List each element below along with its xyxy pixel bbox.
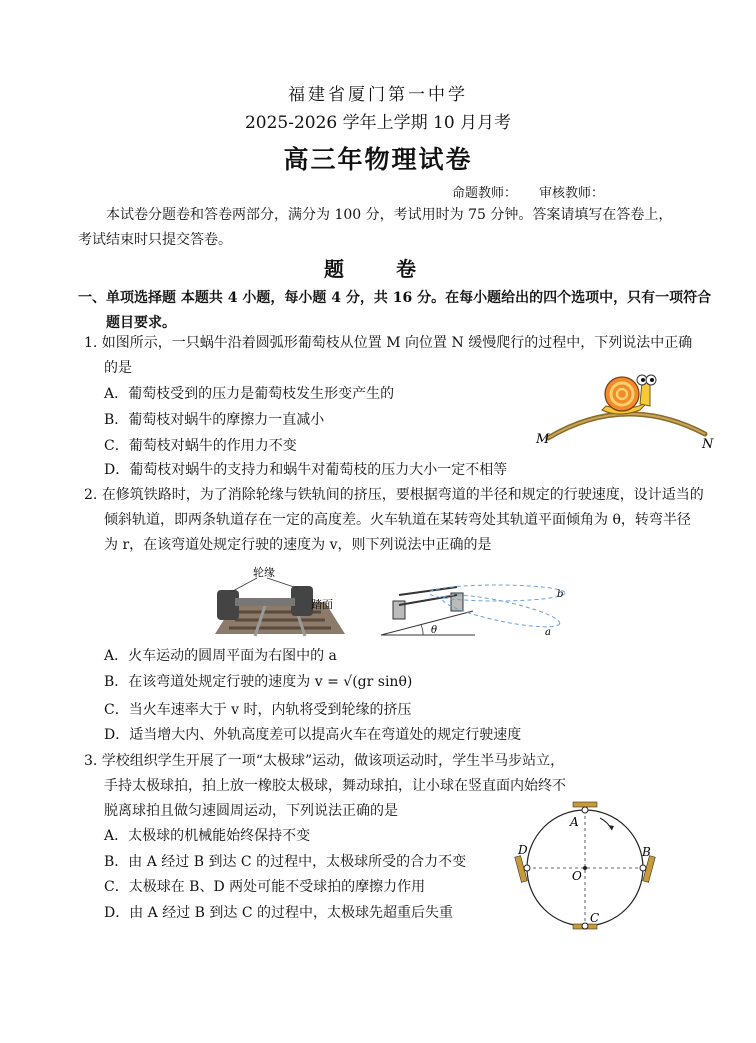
label-m: M — [536, 432, 550, 447]
teacher-info — [452, 182, 626, 201]
label-d-point: D — [518, 843, 528, 857]
setter-label: 命题教师： — [452, 186, 518, 201]
snail-branch-figure — [530, 368, 720, 456]
label-tread: 踏面 — [311, 598, 333, 611]
q2-option-b: B．在该弯道处规定行驶的速度为 v = √(gr sinθ) — [104, 674, 413, 690]
question-2-stem: 2. 在修筑铁路时，为了消除轮缘与铁轨间的挤压，要根据弯道的半径和规定的行驶速度，设计适当的倾斜轨道，即两条轨道存在一定的高度差。火车轨道在某转弯处其轨道平面倾角为 θ，转弯半径为 r，在该弯道处规定行驶的速度为 v，则下列说法中正确的是 — [84, 487, 704, 553]
exam-intro: 本试卷分题卷和答卷两部分，满分为 100 分，考试用时为 75 分钟。答案请填写在答卷上，考试结束时只提交答卷。 — [78, 207, 673, 248]
label-n: N — [702, 437, 714, 452]
reviewer-label: 审核教师： — [539, 186, 605, 201]
label-o-point: O — [572, 869, 582, 883]
q1-option-c: C．葡萄枝对蜗牛的作用力不变 — [104, 438, 297, 454]
page-title: 高三年物理试卷 — [283, 145, 473, 174]
exam-term: 2025-2026 学年上学期 10 月月考 — [244, 113, 512, 133]
label-a-point: A — [570, 815, 579, 829]
q2-option-a: A．火车运动的圆周平面为右图中的 a — [104, 648, 337, 664]
q3-option-b: B．由 A 经过 B 到达 C 的过程中，太极球所受的合力不变 — [104, 854, 467, 870]
school-name: 福建省厦门第一中学 — [288, 85, 468, 105]
train-bank-diagram — [375, 565, 570, 645]
taiji-ball-figure — [508, 796, 668, 931]
q1-option-b: B．葡萄枝对蜗牛的摩擦力一直减小 — [104, 412, 325, 428]
snail-icon — [602, 375, 656, 414]
q1-option-d: D．葡萄枝对蜗牛的支持力和蜗牛对葡萄枝的压力大小一定不相等 — [104, 462, 508, 478]
q2-option-d: D．适当增大内、外轨高度差可以提高火车在弯道处的规定行驶速度 — [104, 727, 522, 743]
question-3-stem: 3. 学校组织学生开展了一项“太极球”运动，做该项运动时，学生半马步站立，手持太极球拍，拍上放一橡胶太极球，舞动球拍，让小球在竖直面内始终不脱离球拍且做匀速圆周运动，下列说法正确的是 — [84, 753, 566, 819]
question-1-stem: 1. 如图所示，一只蜗牛沿着圆弧形葡萄枝从位置 M 向位置 N 缓慢爬行的过程中，下列说法中正确的是 — [84, 335, 693, 376]
q3-option-d: D．由 A 经过 B 到达 C 的过程中，太极球先超重后失重 — [104, 905, 454, 921]
q1-option-a: A．葡萄枝受到的压力是葡萄枝发生形变产生的 — [104, 386, 395, 402]
label-c-point: C — [590, 911, 600, 925]
label-a: a — [545, 627, 551, 638]
label-rim: 轮缘 — [253, 566, 275, 579]
q2-option-c: C．当火车速率大于 v 时，内轨将受到轮缘的挤压 — [104, 702, 412, 718]
volume-title: 题 卷 — [324, 257, 432, 281]
rail-wheel-photo — [205, 562, 355, 642]
q3-option-c: C．太极球在 B、D 两处可能不受球拍的摩擦力作用 — [104, 879, 426, 895]
q3-option-a: A．太极球的机械能始终保持不变 — [104, 828, 311, 844]
label-b: b — [557, 589, 564, 600]
label-theta: θ — [431, 625, 438, 636]
label-b-point: B — [642, 845, 651, 859]
section-heading: 一、单项选择题 本题共 4 小题，每小题 4 分，共 16 分。在每小题给出的四个选项中，只有一项符合题目要求。 — [78, 290, 712, 331]
